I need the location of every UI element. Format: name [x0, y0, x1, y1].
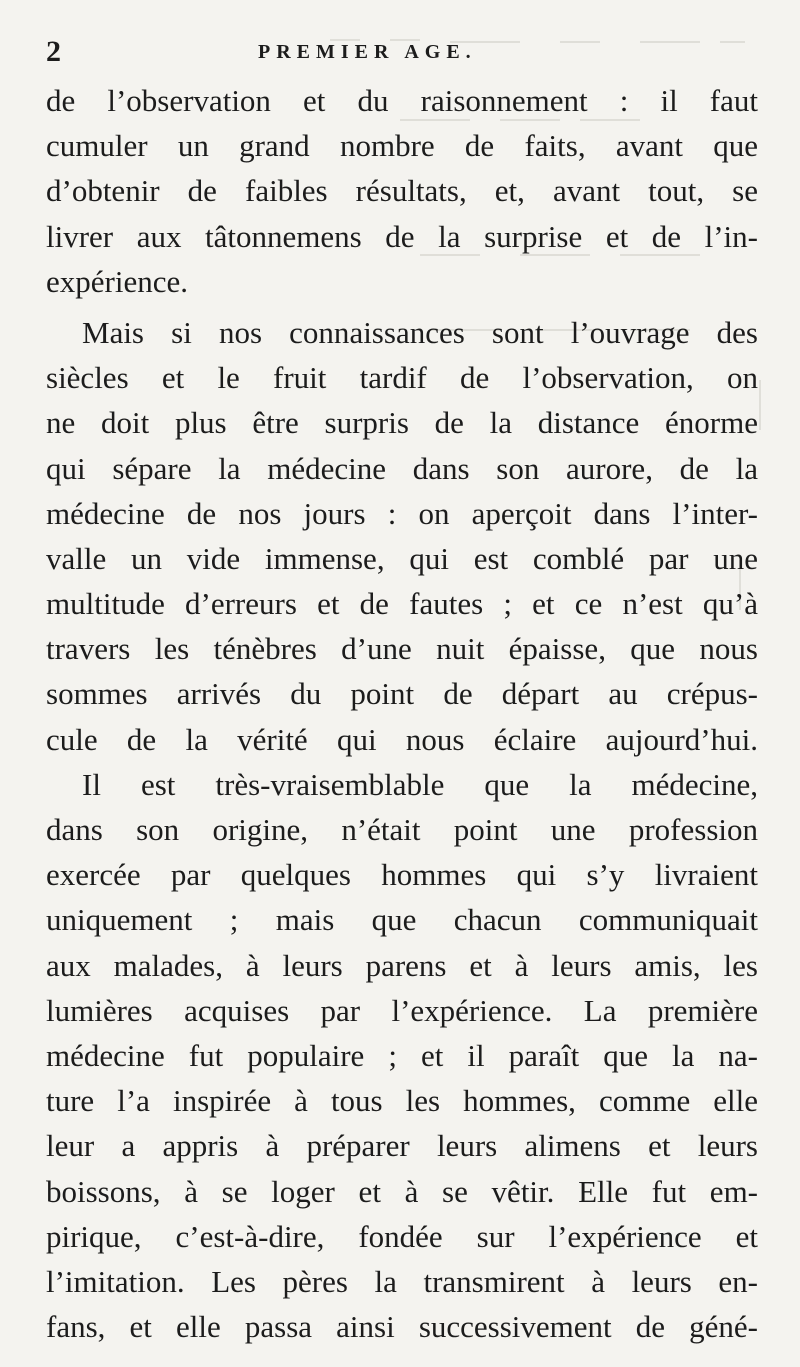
- text-line: l’imitation. Les pères la transmirent à leurs en-: [46, 1263, 758, 1299]
- text-line: cule de la vérité qui nous éclaire aujourd’hui.: [46, 721, 758, 757]
- paragraph: [46, 310, 758, 762]
- text-line: Mais si nos connaissances sont l’ouvrage des: [82, 314, 758, 350]
- body-text: [46, 78, 758, 1349]
- text-line: lumières acquises par l’expérience. La première: [46, 992, 758, 1028]
- text-line: fans, et elle passa ainsi successivement de géné-: [46, 1309, 758, 1345]
- text-line: siècles et le fruit tardif de l’observation, on: [46, 360, 758, 396]
- text-line: cumuler un grand nombre de faits, avant que: [46, 128, 758, 164]
- paragraph: [46, 762, 758, 1349]
- text-line: médecine de nos jours : on aperçoit dans l’inter-: [46, 495, 758, 531]
- text-line: boissons, à se loger et à se vêtir. Elle fut em-: [46, 1173, 758, 1209]
- text-line: ne doit plus être surpris de la distance énorme: [46, 405, 758, 441]
- text-line: livrer aux tâtonnemens de la surprise et de l’in-: [46, 218, 758, 254]
- text-line: dans son origine, n’était point une profession: [46, 812, 758, 847]
- paragraph: [46, 78, 758, 304]
- text-line: travers les ténèbres d’une nuit épaisse, que nous: [46, 631, 758, 667]
- text-line: exercée par quelques hommes qui s’y livraient: [46, 857, 758, 893]
- text-line: multitude d’erreurs et de fautes ; et ce n’est qu’à: [46, 586, 758, 622]
- text-line: Il est très-vraisemblable que la médecine,: [82, 766, 758, 802]
- text-line: uniquement ; mais que chacun communiquait: [46, 902, 758, 938]
- running-head: PREMIER AGE.: [258, 41, 477, 63]
- text-line: valle un vide immense, qui est comblé par une: [46, 540, 758, 576]
- text-line: qui sépare la médecine dans son aurore, de la: [46, 450, 758, 486]
- text-line: ture l’a inspirée à tous les hommes, comme elle: [46, 1083, 758, 1119]
- text-line: médecine fut populaire ; et il paraît que la na-: [46, 1037, 758, 1073]
- page-number: 2: [46, 35, 61, 68]
- text-line: expérience.: [46, 263, 188, 299]
- text-line: sommes arrivés du point de départ au crépus-: [46, 676, 758, 712]
- text-line: aux malades, à leurs parens et à leurs amis, les: [46, 947, 758, 983]
- text-line: de l’observation et du raisonnement : il faut: [46, 83, 758, 118]
- text-line: d’obtenir de faibles résultats, et, avant tout, se: [46, 173, 758, 209]
- page-header: [46, 34, 766, 70]
- text-line: leur a appris à préparer leurs alimens et leurs: [46, 1128, 758, 1164]
- text-line: pirique, c’est-à-dire, fondée sur l’expérience et: [46, 1218, 758, 1254]
